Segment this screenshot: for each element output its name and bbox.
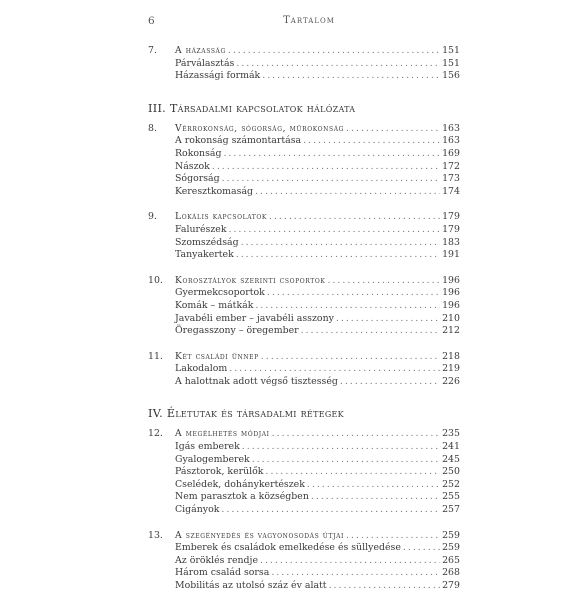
toc-subentry: Három család sorsa . . . 268 [148, 567, 460, 580]
page-number: 6 [148, 15, 155, 27]
toc-subentry: Igás emberek . . . 241 [148, 441, 460, 454]
toc-subentry: Cigányok . . . 257 [148, 504, 460, 517]
toc-subentry: Cselédek, dohánykertészek . . . 252 [148, 479, 460, 492]
toc-subentry: Öregasszony – öregember . . . 212 [148, 325, 460, 338]
toc-subentry: Keresztkomaság . . . 174 [148, 186, 460, 199]
toc-subentry: Lakodalom . . . 219 [148, 363, 460, 376]
toc-chapter-9: 9. Lokális kapcsolatok . . . 179 [148, 211, 460, 224]
toc-subentry: Nászok . . . 172 [148, 161, 460, 174]
toc-chapter-11: 11. Két családi ünnep . . . 218 [148, 351, 460, 364]
toc-subentry: Emberek és családok emelkedése és süllyedése . . . 259 [148, 542, 460, 555]
toc-subentry: Szomszédság . . . 183 [148, 237, 460, 250]
toc-subentry: Falurészek . . . 179 [148, 224, 460, 237]
toc-subentry: Mobilitás az utolsó száz év alatt . . . 279 [148, 580, 460, 593]
toc-subentry: Sógorság . . . 173 [148, 173, 460, 186]
toc-subentry: Az öröklés rendje . . . 265 [148, 555, 460, 568]
toc-chapter-10: 10. Korosztályok szerinti csoportok . . . 196 [148, 275, 460, 288]
running-title: Tartalom [283, 15, 335, 26]
toc-subentry: Rokonság . . . 169 [148, 148, 460, 161]
toc-chapter-13: 13. A szegényedés és vagyonosodás útjai . . . 259 [148, 530, 460, 543]
toc-chapter-12: 12. A megélhetés módjai . . . 235 [148, 428, 460, 441]
chapter-number: 7. [148, 45, 157, 56]
toc-subentry: A rokonság számontartása . . . 163 [148, 135, 460, 148]
page-header [148, 15, 470, 31]
toc-subentry: A halottnak adott végső tisztesség . . . 226 [148, 376, 460, 389]
toc-subentry: Pásztorok, kerülők . . . 250 [148, 466, 460, 479]
toc-subentry: Gyermekcsoportok . . . 196 [148, 287, 460, 300]
toc-subentry: Házassági formák . . . 156 [148, 70, 460, 83]
chapter-title: A házasság [175, 45, 226, 56]
part-heading-3: III. Társadalmi kapcsolatok hálózata [148, 101, 356, 115]
toc-subentry: Tanyakertek . . . 191 [148, 249, 460, 262]
chapter-page: 151 [442, 45, 460, 56]
toc-subentry: Javabéli ember – javabéli asszony . . . 210 [148, 313, 460, 326]
toc-chapter-7 [148, 45, 460, 58]
toc-subentry: Nem parasztok a községben . . . 255 [148, 491, 460, 504]
toc-chapter-8: 8. Vérrokonság, sógorság, műrokonság . . . 163 [148, 123, 460, 136]
toc-subentry: Párválasztás . . . 151 [148, 58, 460, 71]
toc-subentry: Komák – mátkák . . . 196 [148, 300, 460, 313]
part-heading-4: IV. Életutak és társadalmi rétegek [148, 407, 344, 421]
toc-subentry: Gyalogemberek . . . 245 [148, 454, 460, 467]
table-of-contents [148, 45, 460, 593]
